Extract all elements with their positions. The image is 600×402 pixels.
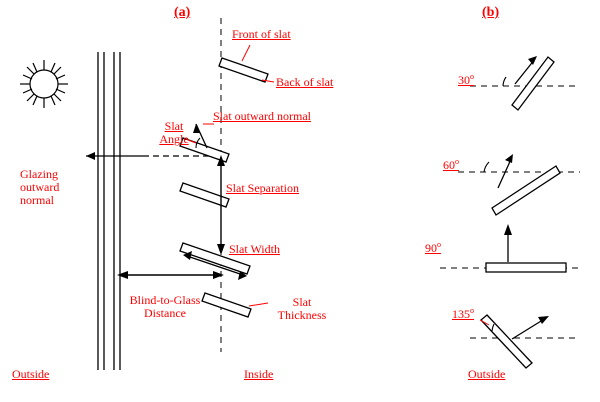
normal-arrow-135 bbox=[512, 316, 549, 339]
glazing-outward-normal-label: Glazing outward normal bbox=[20, 167, 60, 207]
normal-arrow-60 bbox=[498, 154, 513, 188]
slat-angle-label: Slat Angle bbox=[159, 119, 189, 146]
angle-135-label: 135$^o$ bbox=[452, 306, 474, 321]
panel-a-label: (a) bbox=[174, 5, 191, 20]
angle-arc-30 bbox=[503, 77, 506, 86]
blind-to-glass-distance-label: Blind-to-Glass Distance bbox=[129, 293, 201, 320]
slat-separation-label: Slat Separation bbox=[226, 181, 299, 195]
blind-to-glass-arrow bbox=[117, 271, 224, 279]
angle-arc-60 bbox=[484, 162, 489, 172]
inside-label-a: Inside bbox=[244, 367, 274, 381]
outside-label-a: Outside bbox=[12, 367, 50, 381]
front-of-slat-label: Front of slat bbox=[232, 27, 291, 41]
slat-blade-60 bbox=[492, 166, 560, 215]
slat-thickness-leader bbox=[249, 303, 268, 306]
panel-b-label: (b) bbox=[482, 5, 500, 20]
slat-blade-90 bbox=[486, 263, 566, 272]
slat-width-label: Slat Width bbox=[229, 242, 280, 256]
front-of-slat-leader bbox=[242, 45, 250, 61]
glazing-panes bbox=[98, 52, 120, 370]
slat-thickness-label: Slat Thickness bbox=[277, 295, 327, 322]
outside-label-b: Outside bbox=[468, 367, 506, 381]
slat-blade-135 bbox=[481, 315, 532, 368]
angle-30-label: 30$^o$ bbox=[458, 72, 474, 87]
angle-90-label: 90$^o$ bbox=[425, 240, 441, 255]
sun-icon bbox=[20, 60, 68, 108]
back-of-slat-label: Back of slat bbox=[276, 75, 334, 89]
slat-outward-normal-label: Slat outward normal bbox=[213, 109, 311, 123]
normal-arrow-90 bbox=[504, 224, 512, 262]
angle-60-label: 60$^o$ bbox=[443, 157, 459, 172]
